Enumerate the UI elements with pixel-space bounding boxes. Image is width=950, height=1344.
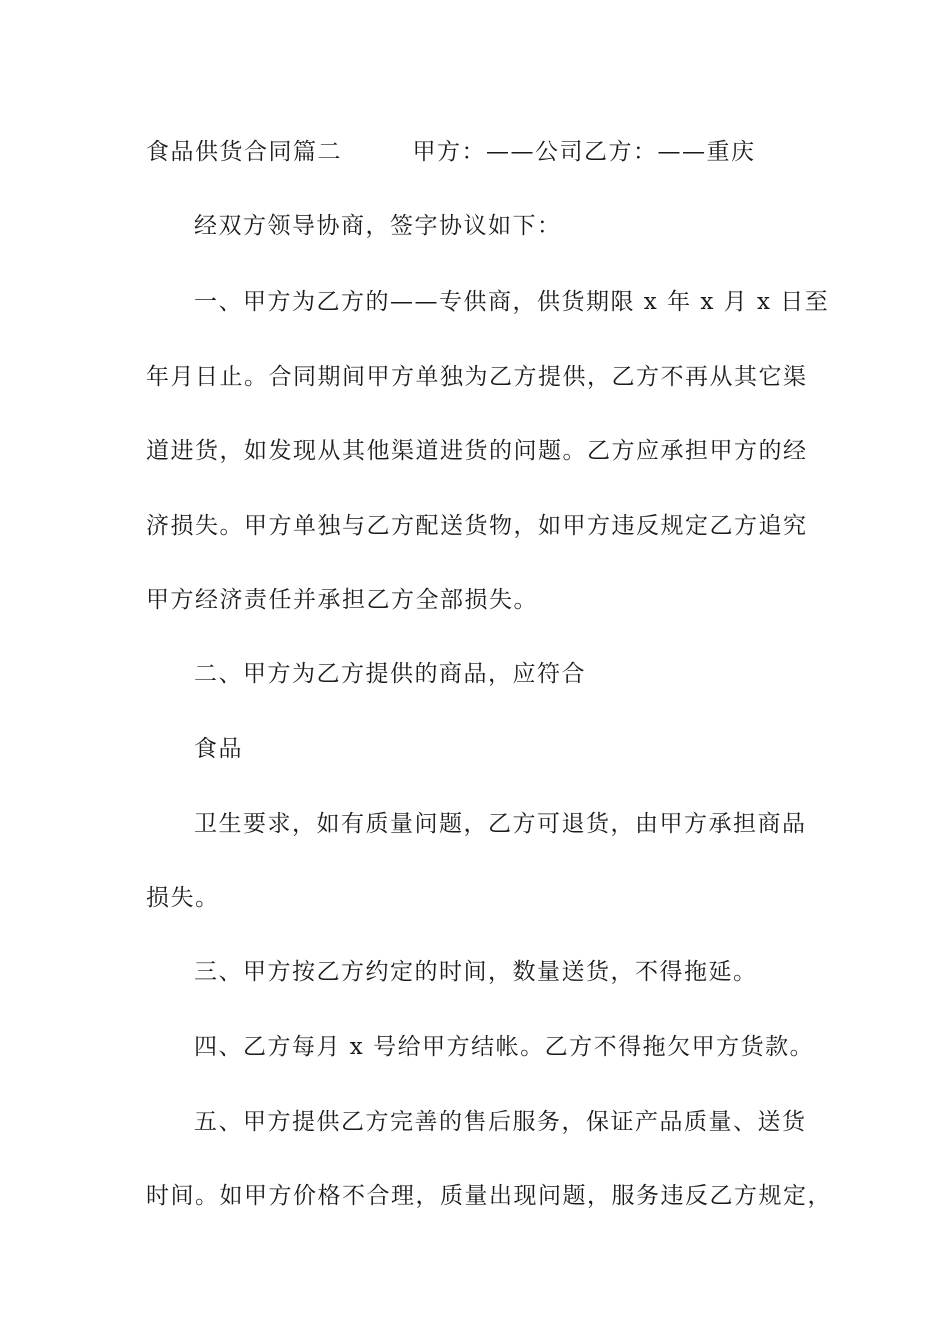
clause-1-line-2: 年月日止。合同期间甲方单独为乙方提供，乙方不再从其它渠 — [146, 364, 808, 390]
clause-1-line-5: 甲方经济责任并承担乙方全部损失。 — [146, 587, 538, 613]
clause-3: 三、甲方按乙方约定的时间，数量送货，不得拖延。 — [194, 959, 758, 985]
document-title-line — [146, 137, 756, 167]
clause-2-line-2: 损失。 — [146, 885, 220, 911]
clause-4: 四、乙方每月 x 号给甲方结帐。乙方不得拖欠甲方货款。 — [194, 1034, 815, 1060]
clause-2-heading: 二、甲方为乙方提供的商品，应符合 — [194, 661, 586, 687]
clause-2-food: 食品 — [194, 736, 243, 762]
clause-1-line-4: 济损失。甲方单独与乙方配送货物，如甲方违反规定乙方追究 — [146, 513, 808, 539]
intro-paragraph: 经双方领导协商，签字协议如下： — [194, 213, 562, 239]
clause-1-line-1: 一、甲方为乙方的——专供商，供货期限 x 年 x 月 x 日至 — [194, 289, 830, 315]
document-title: 食品供货合同篇二 — [146, 139, 342, 165]
parties-text: 甲方：——公司乙方：——重庆 — [412, 139, 756, 165]
clause-2-line-1: 卫生要求，如有质量问题，乙方可退货，由甲方承担商品 — [194, 811, 807, 837]
clause-5-line-1: 五、甲方提供乙方完善的售后服务，保证产品质量、送货 — [194, 1109, 807, 1135]
clause-5-line-2: 时间。如甲方价格不合理，质量出现问题，服务违反乙方规定， — [146, 1183, 832, 1209]
clause-1-line-3: 道进货，如发现从其他渠道进货的问题。乙方应承担甲方的经 — [146, 438, 808, 464]
